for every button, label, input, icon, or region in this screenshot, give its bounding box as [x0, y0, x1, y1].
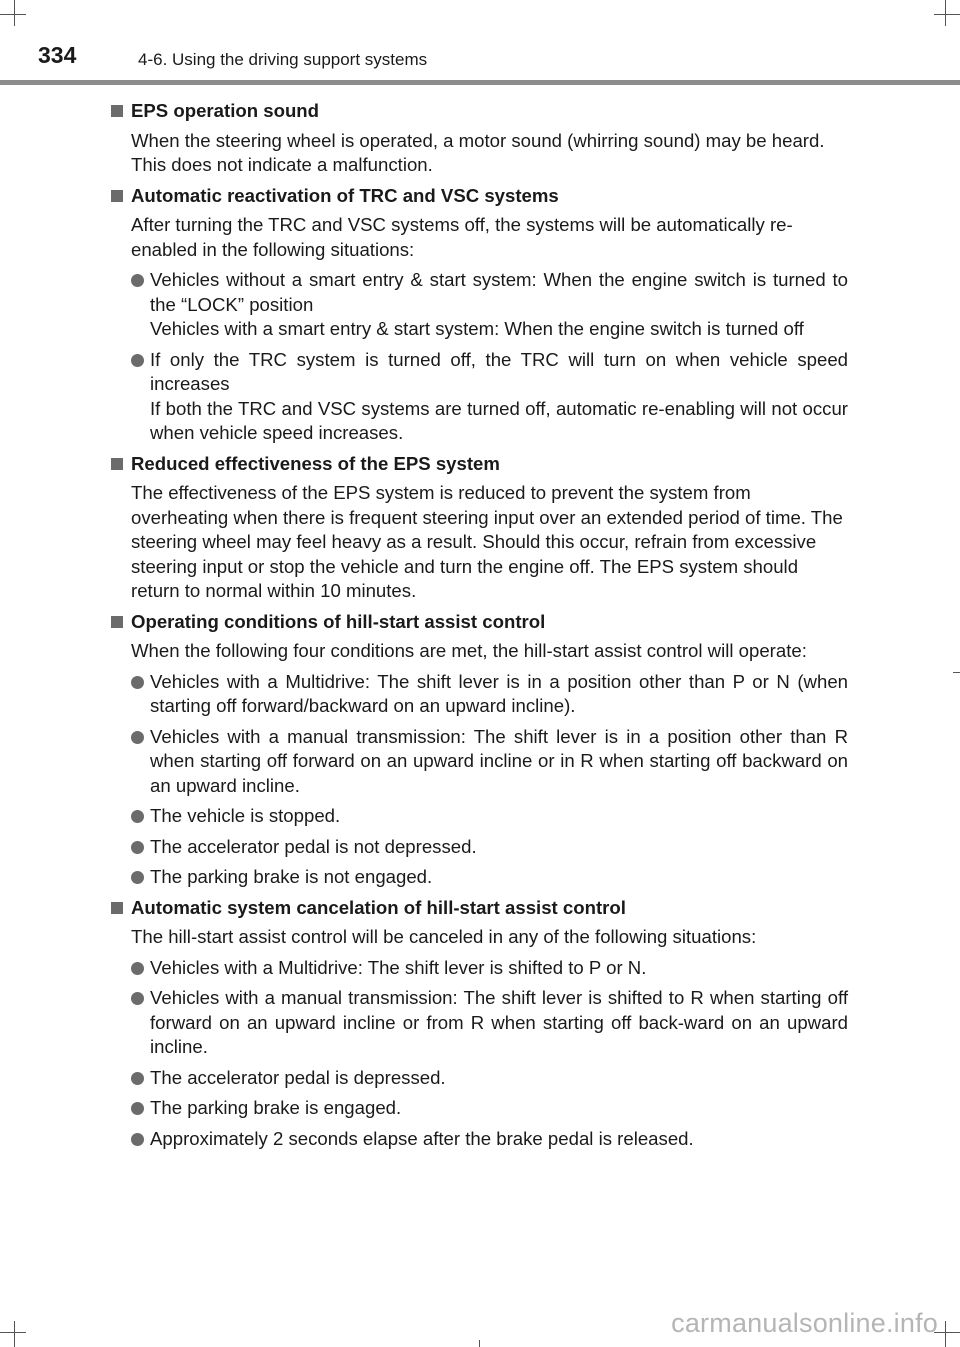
circle-bullet-icon [131, 1102, 144, 1115]
bullet-item [131, 268, 848, 342]
bullet-text: The accelerator pedal is depressed. [150, 1066, 446, 1088]
body-paragraph: When the following four conditions are met, the hill-start assist control will operate: [131, 640, 807, 661]
bullet-text: Vehicles without a smart entry & start system: When the engine switch is turned to the “LOCK” position [150, 269, 848, 315]
section-title-text: Automatic system cancelation of hill-start assist control [131, 896, 626, 918]
chapter-title: 4-6. Using the driving support systems [138, 50, 428, 69]
section-title-text: Reduced effectiveness of the EPS system [131, 452, 500, 474]
bullet-text: Vehicles with a Multidrive: The shift lever is shifted to P or N. [150, 956, 647, 978]
section-title-text: EPS operation sound [131, 100, 320, 121]
bullet-item [131, 835, 848, 860]
circle-bullet-icon [131, 871, 144, 884]
header-rule [0, 80, 960, 85]
bullet-text: The parking brake is engaged. [150, 1097, 402, 1118]
section-title [112, 184, 848, 209]
body-paragraph: After turning the TRC and VSC systems off, the systems will be automatically re-enabled in the following situations: [131, 214, 793, 260]
bullet-text: Vehicles with a Multidrive: The shift lever is in a position other than P or N (when starting off forward/backward on an upward incline). [150, 670, 848, 716]
crop-mark [479, 1340, 480, 1347]
crop-mark [14, 1321, 15, 1347]
square-bullet-icon [111, 616, 123, 628]
watermark: carmanualsonline.info [671, 1308, 938, 1338]
bullet-text: The parking brake is not engaged. [150, 866, 433, 887]
bullet-text: Vehicles with a manual transmission: The shift lever is shifted to R when starting off forward on an upward incline or from R when starting off back-ward on an upward incline. [150, 987, 848, 1057]
bullet-item [131, 1127, 848, 1152]
bullet-item [131, 725, 848, 799]
circle-bullet-icon [131, 810, 144, 823]
bullet-text: If both the TRC and VSC systems are turned off, automatic re-enabling will not occur when vehicle speed increases. [150, 397, 848, 443]
bullet-text: The vehicle is stopped. [150, 805, 341, 826]
bullet-item [131, 986, 848, 1060]
crop-mark [0, 1332, 26, 1333]
bullet-text: If only the TRC system is turned off, the TRC will turn on when vehicle speed increases [150, 348, 848, 394]
crop-mark [953, 672, 960, 673]
bullet-item [131, 670, 848, 719]
bullet-text: Vehicles with a smart entry & start system: When the engine switch is turned off [150, 318, 804, 339]
circle-bullet-icon [131, 992, 144, 1005]
page-number: 334 [38, 42, 77, 68]
circle-bullet-icon [131, 1072, 144, 1085]
bullet-item [131, 804, 848, 829]
bullet-text: Vehicles with a manual transmission: The shift lever is in a position other than R when starting off forward on an upward incline or in R when starting off backward on an upward incline. [150, 725, 848, 796]
section-title [112, 99, 848, 124]
section-title [112, 896, 848, 921]
body-paragraph: The hill-start assist control will be canceled in any of the following situations: [131, 926, 757, 947]
page-header [0, 0, 960, 86]
section-title-text: Operating conditions of hill-start assist control [131, 610, 546, 632]
circle-bullet-icon [131, 354, 144, 367]
bullet-item [131, 865, 848, 890]
bullet-text: Approximately 2 seconds elapse after the brake pedal is released. [150, 1127, 694, 1149]
section-title [112, 610, 848, 635]
bullet-item [131, 1066, 848, 1091]
square-bullet-icon [111, 458, 123, 470]
section-title-text: Automatic reactivation of TRC and VSC systems [131, 184, 559, 206]
circle-bullet-icon [131, 274, 144, 287]
bullet-item [131, 1096, 848, 1121]
bullet-item [131, 956, 848, 981]
crop-mark [945, 1321, 946, 1347]
square-bullet-icon [111, 105, 123, 117]
circle-bullet-icon [131, 676, 144, 689]
bullet-item [131, 348, 848, 446]
circle-bullet-icon [131, 1133, 144, 1146]
circle-bullet-icon [131, 962, 144, 975]
body-paragraph: When the steering wheel is operated, a motor sound (whirring sound) may be heard. This does not indicate a malfunction. [131, 129, 825, 175]
square-bullet-icon [111, 902, 123, 914]
circle-bullet-icon [131, 731, 144, 744]
square-bullet-icon [111, 190, 123, 202]
bullet-text: The accelerator pedal is not depressed. [150, 835, 477, 857]
body-paragraph: The effectiveness of the EPS system is reduced to prevent the system from overheating when there is frequent steering input over an extended period of time. The steering wheel may feel heavy as a result. Should this occur, refrain from excessive steering input or stop the vehicle and turn the engine off. The EPS system should return to normal within 10 minutes. [131, 482, 843, 601]
section-title [112, 452, 848, 477]
circle-bullet-icon [131, 841, 144, 854]
page-content [112, 94, 848, 1157]
